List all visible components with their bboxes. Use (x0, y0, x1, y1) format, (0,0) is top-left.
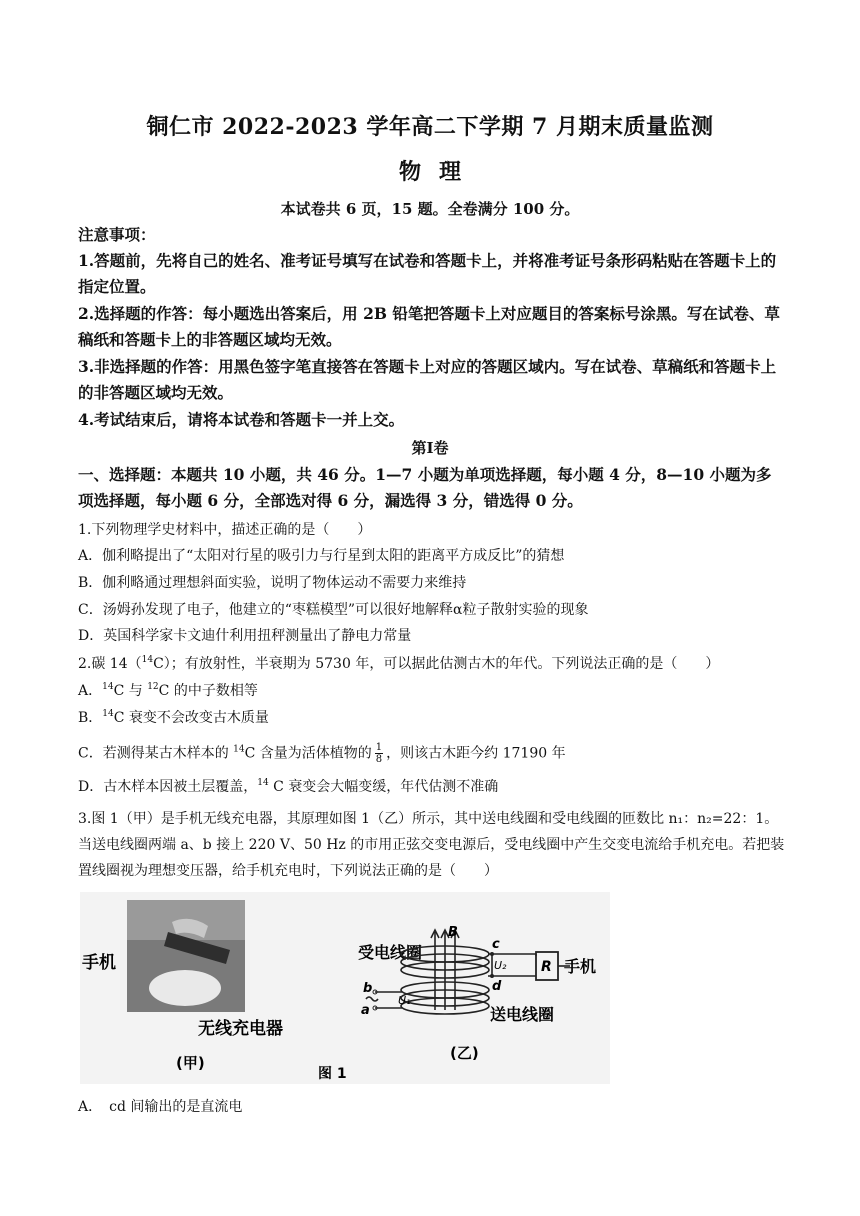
carbon-symbol: C (113, 710, 125, 726)
figure-caption: 图 1 (318, 1066, 347, 1082)
fig-label-phone: 手机 (82, 953, 116, 973)
isotope-mass-14: 14 (141, 655, 154, 665)
terminal-d (490, 974, 494, 978)
question-1-option-d: D．英国科学家卡文迪什利用扭秤测量出了静电力常量 (78, 628, 412, 644)
fig-label-b: b (363, 981, 373, 996)
subject-text: 物理 (398, 159, 479, 185)
fig-label-yi: (乙) (450, 1044, 479, 1062)
carbon-symbol: C (153, 656, 164, 672)
carbon-symbol: C (273, 779, 284, 795)
fraction-denominator: 8 (375, 754, 383, 765)
isotope-mass-14: 14 (102, 682, 114, 692)
carbon-symbol: C (244, 745, 256, 762)
q2-stem-post: ）；有放射性，半衰期为 5730 年，可以据此估测古木的年代。下列说法正确的是（ ） (163, 656, 720, 672)
q2d-pre: D．古木样本因被土层覆盖， (78, 779, 258, 795)
q2-stem-pre: 2.碳 14（ (78, 656, 142, 672)
magnetic-field-lines (431, 930, 459, 1010)
notice-item-2: 2.选择题的作答：每小题选出答案后，用 2B 铅笔把答题卡上对应题目的答案标号涂黑。写在试卷、草稿纸和答题卡上的非答题区域均无效。 (78, 304, 780, 349)
fig-label-send-coil: 送电线圈 (490, 1005, 555, 1024)
terminal-c (490, 952, 494, 956)
question-2-option-d (78, 776, 788, 798)
figure-1 (80, 892, 610, 1084)
q2c-post: ，则该古木距今约 17190 年 (386, 745, 566, 762)
fig-label-jia: (甲) (176, 1054, 205, 1072)
q2d-post: 衰变会大幅变缓，年代估测不准确 (288, 779, 499, 795)
charger-pad (149, 970, 221, 1006)
part-label: 第Ⅰ卷 (411, 439, 449, 457)
fig-label-U2: U₂ (494, 959, 507, 972)
fig-label-d: d (492, 979, 502, 994)
question-1-option-b: B．伽利略通过理想斜面实验，说明了物体运动不需要力来维持 (78, 575, 467, 591)
question-2-option-c (78, 742, 788, 765)
fig-label-phone-2: 手机 (564, 957, 597, 976)
fig-label-c: c (492, 937, 500, 952)
exam-title: 铜仁市 2022-2023 学年高二下学期 7 月期末质量监测 (146, 114, 714, 140)
fig-label-charger: 无线充电器 (198, 1019, 283, 1039)
q2a-label: A． (78, 683, 103, 699)
q2c-mid: 含量为活体植物的 (259, 745, 372, 762)
question-1-stem: 1.下列物理学史材料中，描述正确的是（ ） (78, 522, 372, 538)
carbon-symbol: C (113, 683, 125, 699)
notice-heading: 注意事项： (78, 225, 156, 244)
fraction-one-eighth (375, 742, 383, 765)
notice-item-1: 1.答题前，先将自己的姓名、准考证号填写在试卷和答题卡上，并将准考证号条形码粘贴在答题卡上的指定位置。 (78, 251, 777, 296)
question-1-option-a: A．伽利略提出了“太阳对行星的吸引力与行星到太阳的距离平方成反比”的猜想 (78, 548, 565, 564)
question-2-stem (78, 653, 788, 675)
exam-summary: 本试卷共 6 页，15 题。全卷满分 100 分。 (280, 200, 580, 218)
fig-label-receive-coil: 受电线圈 (358, 943, 423, 962)
isotope-mass-14: 14 (102, 709, 114, 719)
carbon-symbol: C (158, 683, 170, 699)
section-heading: 一、选择题：本题共 10 小题，共 46 分。1—7 小题为单项选择题，每小题 4 分，8—10 小题为多项选择题，每小题 6 分，全部选对得 6 分，漏选得 3 分，错选得 0 分。 (78, 465, 772, 510)
question-1-option-c: C．汤姆孙发现了电子，他建立的“枣糕模型”可以很好地解释α粒子散射实验的现象 (78, 602, 589, 618)
question-3-stem: 3.图 1（甲）是手机无线充电器，其原理如图 1（乙）所示，其中送电线圈和受电线圈的匝数比 n₁：n₂=22：1。当送电线圈两端 a、b 接上 220 V、50 Hz 的市用正弦交变电源后，受电线圈中产生交变电流给手机充电。若把装置线圈视为理想变压器，给手机充电时，下列说法正确的是（ ） (78, 811, 785, 879)
fig-label-R: R (541, 959, 552, 975)
isotope-mass-12: 12 (147, 682, 159, 692)
figure-1-drawing (80, 892, 610, 1084)
isotope-mass-14: 14 (233, 744, 245, 755)
fig-label-B: B (448, 925, 458, 940)
q2a-mid: 与 (128, 683, 143, 699)
q2a-post: 的中子数相等 (173, 683, 258, 699)
q2b-label: B． (78, 710, 103, 726)
q2c-pre: C．若测得某古木样本的 (78, 745, 229, 762)
fig-label-U1: U₁ (398, 994, 411, 1007)
fraction-numerator: 1 (375, 742, 383, 753)
isotope-mass-14: 14 (257, 778, 269, 788)
question-2-option-a (78, 680, 788, 702)
question-2-option-b (78, 707, 788, 729)
fig-label-a: a (361, 1003, 370, 1018)
question-3-option-a: A． cd 间输出的是直流电 (78, 1099, 243, 1115)
subject-title (0, 155, 860, 186)
notice-item-4: 4.考试结束后，请将本试卷和答题卡一并上交。 (78, 410, 405, 429)
q2b-post: 衰变不会改变古木质量 (128, 710, 269, 726)
notice-item-3: 3.非选择题的作答：用黑色签字笔直接答在答题卡上对应的答题区域内。写在试卷、草稿纸和答题卡上的非答题区域均无效。 (78, 357, 777, 402)
